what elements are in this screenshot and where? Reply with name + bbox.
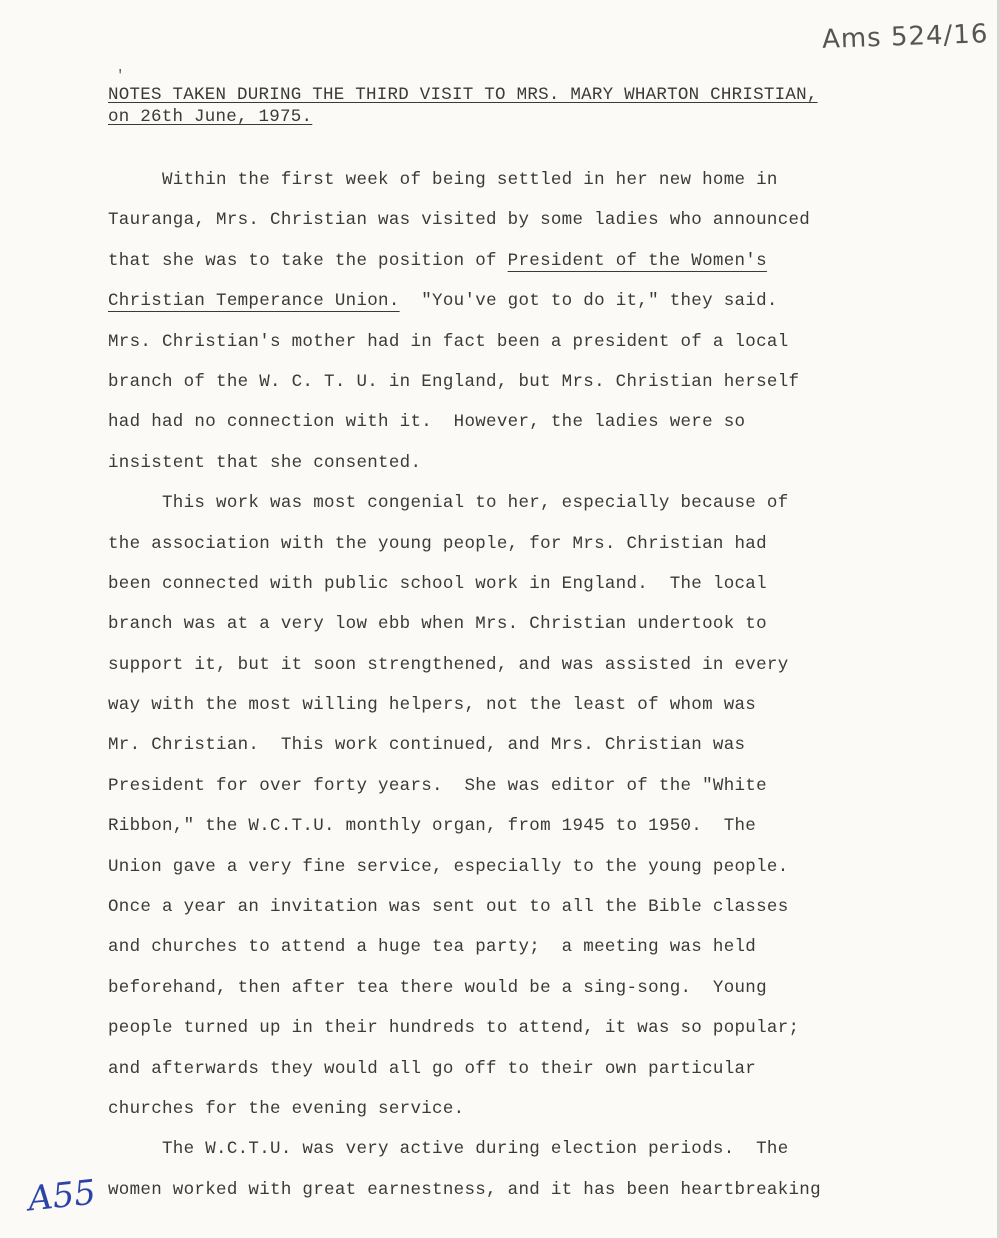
text-segment: "You've got to do it," they said. bbox=[399, 291, 778, 312]
text-line: Once a year an invitation was sent out to all the Bible classes bbox=[108, 897, 789, 918]
text-line: Within the first week of being settled in her new home in bbox=[108, 170, 778, 190]
text-segment: that she was to take the position of bbox=[108, 250, 508, 271]
underlined-phrase: President of the Women's bbox=[507, 250, 767, 271]
body-text bbox=[108, 160, 908, 1210]
text-line: The W.C.T.U. was very active during election periods. The bbox=[108, 1139, 789, 1160]
title-line-2: on 26th June, 1975. bbox=[108, 107, 313, 127]
document-title bbox=[108, 84, 818, 128]
text-line: and afterwards they would all go off to their own particular bbox=[108, 1058, 757, 1079]
text-line: Mrs. Christian's mother had in fact been a president of a local bbox=[108, 331, 789, 352]
underlined-phrase: Christian Temperance Union. bbox=[108, 291, 400, 312]
text-line: Union gave a very fine service, especially to the young people. bbox=[108, 856, 789, 877]
text-line: Mr. Christian. This work continued, and Mrs. Christian was bbox=[108, 735, 746, 756]
text-line: been connected with public school work in England. The local bbox=[108, 573, 767, 594]
archive-reference: Ams 524/16 bbox=[821, 19, 989, 55]
text-line: Ribbon," the W.C.T.U. monthly organ, from 1945 to 1950. The bbox=[108, 816, 757, 837]
text-line: Tauranga, Mrs. Christian was visited by some ladies who announced bbox=[108, 210, 811, 231]
text-line: beforehand, then after tea there would be a sing-song. Young bbox=[108, 977, 767, 998]
text-line: branch of the W. C. T. U. in England, but Mrs. Christian herself bbox=[108, 371, 800, 392]
text-line bbox=[108, 281, 908, 321]
text-line: way with the most willing helpers, not the least of whom was bbox=[108, 695, 757, 716]
text-line bbox=[108, 241, 908, 281]
title-line-1: NOTES TAKEN DURING THE THIRD VISIT TO MRS. MARY WHARTON CHRISTIAN, bbox=[108, 85, 818, 105]
text-line: President for over forty years. She was editor of the "White bbox=[108, 775, 767, 796]
text-line: and churches to attend a huge tea party; a meeting was held bbox=[108, 937, 757, 958]
handwritten-note: A55 bbox=[26, 1172, 98, 1220]
tick-mark: ' bbox=[116, 68, 125, 84]
text-line: This work was most congenial to her, especially because of bbox=[108, 493, 789, 514]
text-line: the association with the young people, for Mrs. Christian had bbox=[108, 533, 767, 554]
text-line: churches for the evening service. bbox=[108, 1098, 465, 1119]
text-line: women worked with great earnestness, and it has been heartbreaking bbox=[108, 1179, 821, 1200]
text-line: had had no connection with it. However, the ladies were so bbox=[108, 412, 746, 433]
text-line: branch was at a very low ebb when Mrs. Christian undertook to bbox=[108, 614, 767, 635]
text-line: support it, but it soon strengthened, and was assisted in every bbox=[108, 654, 789, 675]
text-line: people turned up in their hundreds to attend, it was so popular; bbox=[108, 1018, 800, 1039]
text-line: insistent that she consented. bbox=[108, 452, 422, 473]
